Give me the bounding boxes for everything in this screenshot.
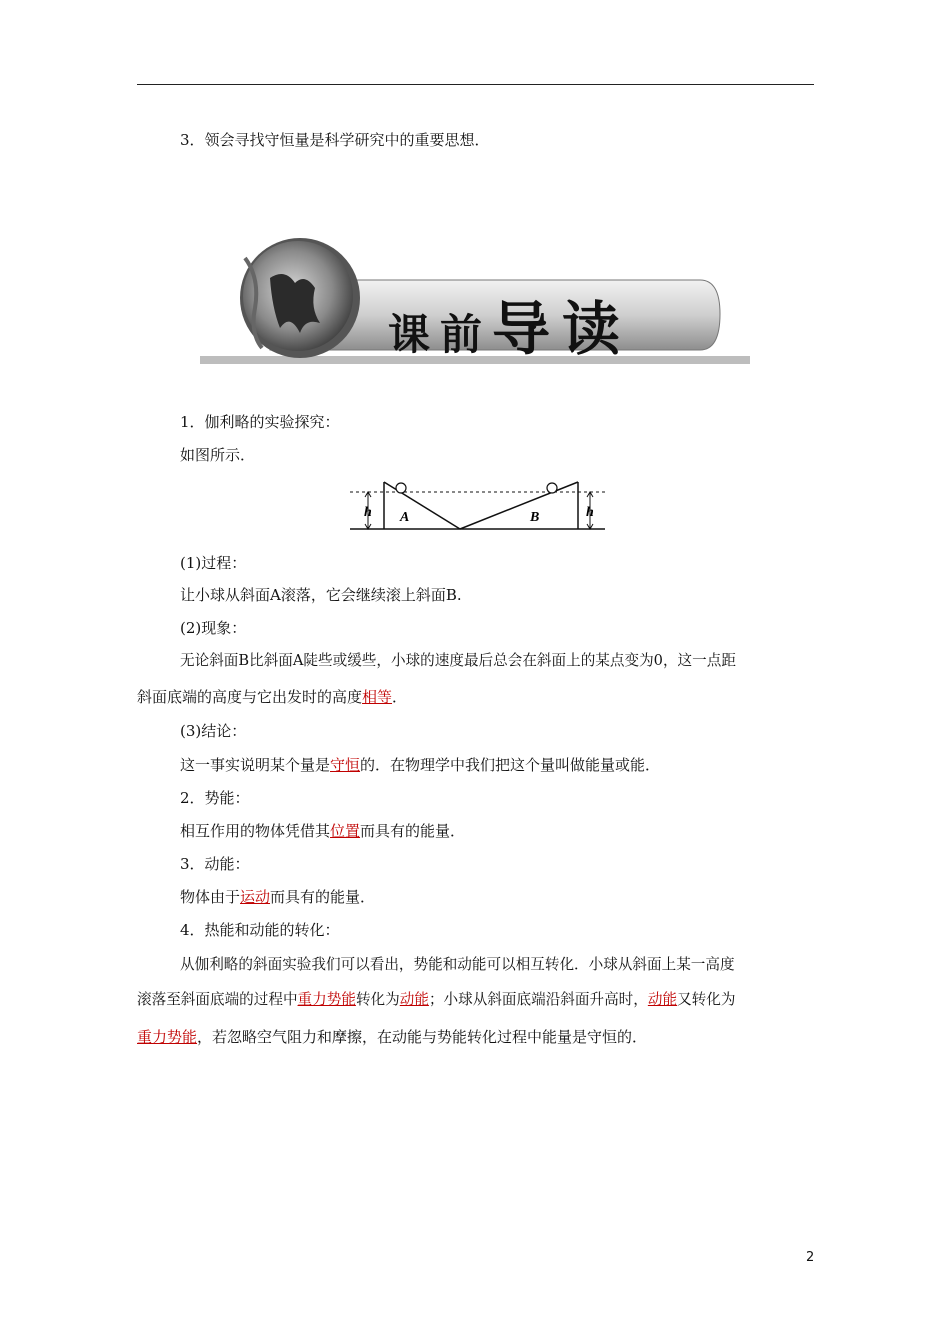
answer-ke-1: 动能 — [399, 991, 429, 1008]
label-a: A — [400, 510, 410, 525]
banner-title-a: 课前 — [388, 310, 493, 359]
label-b: B — [530, 510, 540, 525]
page-number: 2 — [806, 1250, 815, 1265]
s4-d: 又转化为 — [677, 991, 736, 1008]
phenomenon-line-1: 无论斜面B比斜面A陡些或缓些，小球的速度最后总会在斜面上的某点变为0，这一点距 — [180, 652, 736, 669]
section-4-line-1: 从伽利略的斜面实验我们可以看出，势能和动能可以相互转化．小球从斜面上某一高度 — [180, 956, 735, 973]
phenomenon-heading: (2)现象： — [180, 619, 247, 637]
punct: ． — [392, 688, 408, 706]
phenomenon-text: 斜面底端的高度与它出发时的高度 — [137, 688, 363, 706]
s2-post: 而具有的能量． — [360, 822, 466, 840]
s4-a: 滚落至斜面底端的过程中 — [137, 991, 298, 1008]
answer-motion: 运动 — [240, 888, 271, 906]
section-3-title: 3．动能： — [180, 855, 250, 873]
s4-post: ，若忽略空气阻力和摩擦，在动能与势能转化过程中能量是守恒的． — [197, 1028, 648, 1046]
section-2-text — [180, 821, 465, 841]
ball-b — [547, 483, 557, 493]
answer-gravity-pe-1: 重力势能 — [297, 991, 356, 1008]
process-text: 让小球从斜面A滚落，它会继续滚上斜面B. — [180, 586, 462, 604]
banner-title-b: 导读 — [492, 295, 633, 363]
s4-c: ；小球从斜面底端沿斜面升高时， — [428, 991, 648, 1008]
header-rule — [137, 84, 814, 85]
section-4-line-2 — [137, 990, 735, 1010]
conclusion-heading: (3)结论： — [180, 722, 247, 740]
label-h-left: h — [364, 505, 372, 520]
s4-b: 转化为 — [355, 991, 400, 1008]
section-1-title: 1．伽利略的实验探究： — [180, 413, 340, 431]
answer-gravity-pe-2: 重力势能 — [137, 1028, 198, 1046]
s3-pre: 物体由于 — [180, 888, 241, 906]
s2-pre: 相互作用的物体凭借其 — [180, 822, 331, 840]
ball-a — [396, 483, 406, 493]
incline-figure — [350, 478, 605, 534]
conclusion-pre: 这一事实说明某个量是 — [180, 756, 331, 774]
banner-title — [388, 282, 632, 366]
phenomenon-line-2 — [137, 687, 407, 707]
section-4-line-3 — [137, 1027, 647, 1047]
section-2-title: 2．势能： — [180, 789, 250, 807]
answer-equal: 相等 — [362, 688, 393, 706]
section-4-title: 4．热能和动能的转化： — [180, 921, 340, 939]
conclusion-text — [180, 755, 660, 775]
section-3-text — [180, 887, 375, 907]
process-heading: (1)过程： — [180, 554, 247, 572]
objective-3: 3．领会寻找守恒量是科学研究中的重要思想． — [180, 131, 490, 149]
answer-conserved: 守恒 — [330, 756, 361, 774]
s3-post: 而具有的能量． — [270, 888, 376, 906]
label-h-right: h — [586, 505, 594, 520]
section-1-intro: 如图所示． — [180, 446, 256, 464]
answer-ke-2: 动能 — [647, 991, 678, 1008]
answer-position: 位置 — [330, 822, 361, 840]
conclusion-post: 的．在物理学中我们把这个量叫做能量或能． — [360, 756, 661, 774]
